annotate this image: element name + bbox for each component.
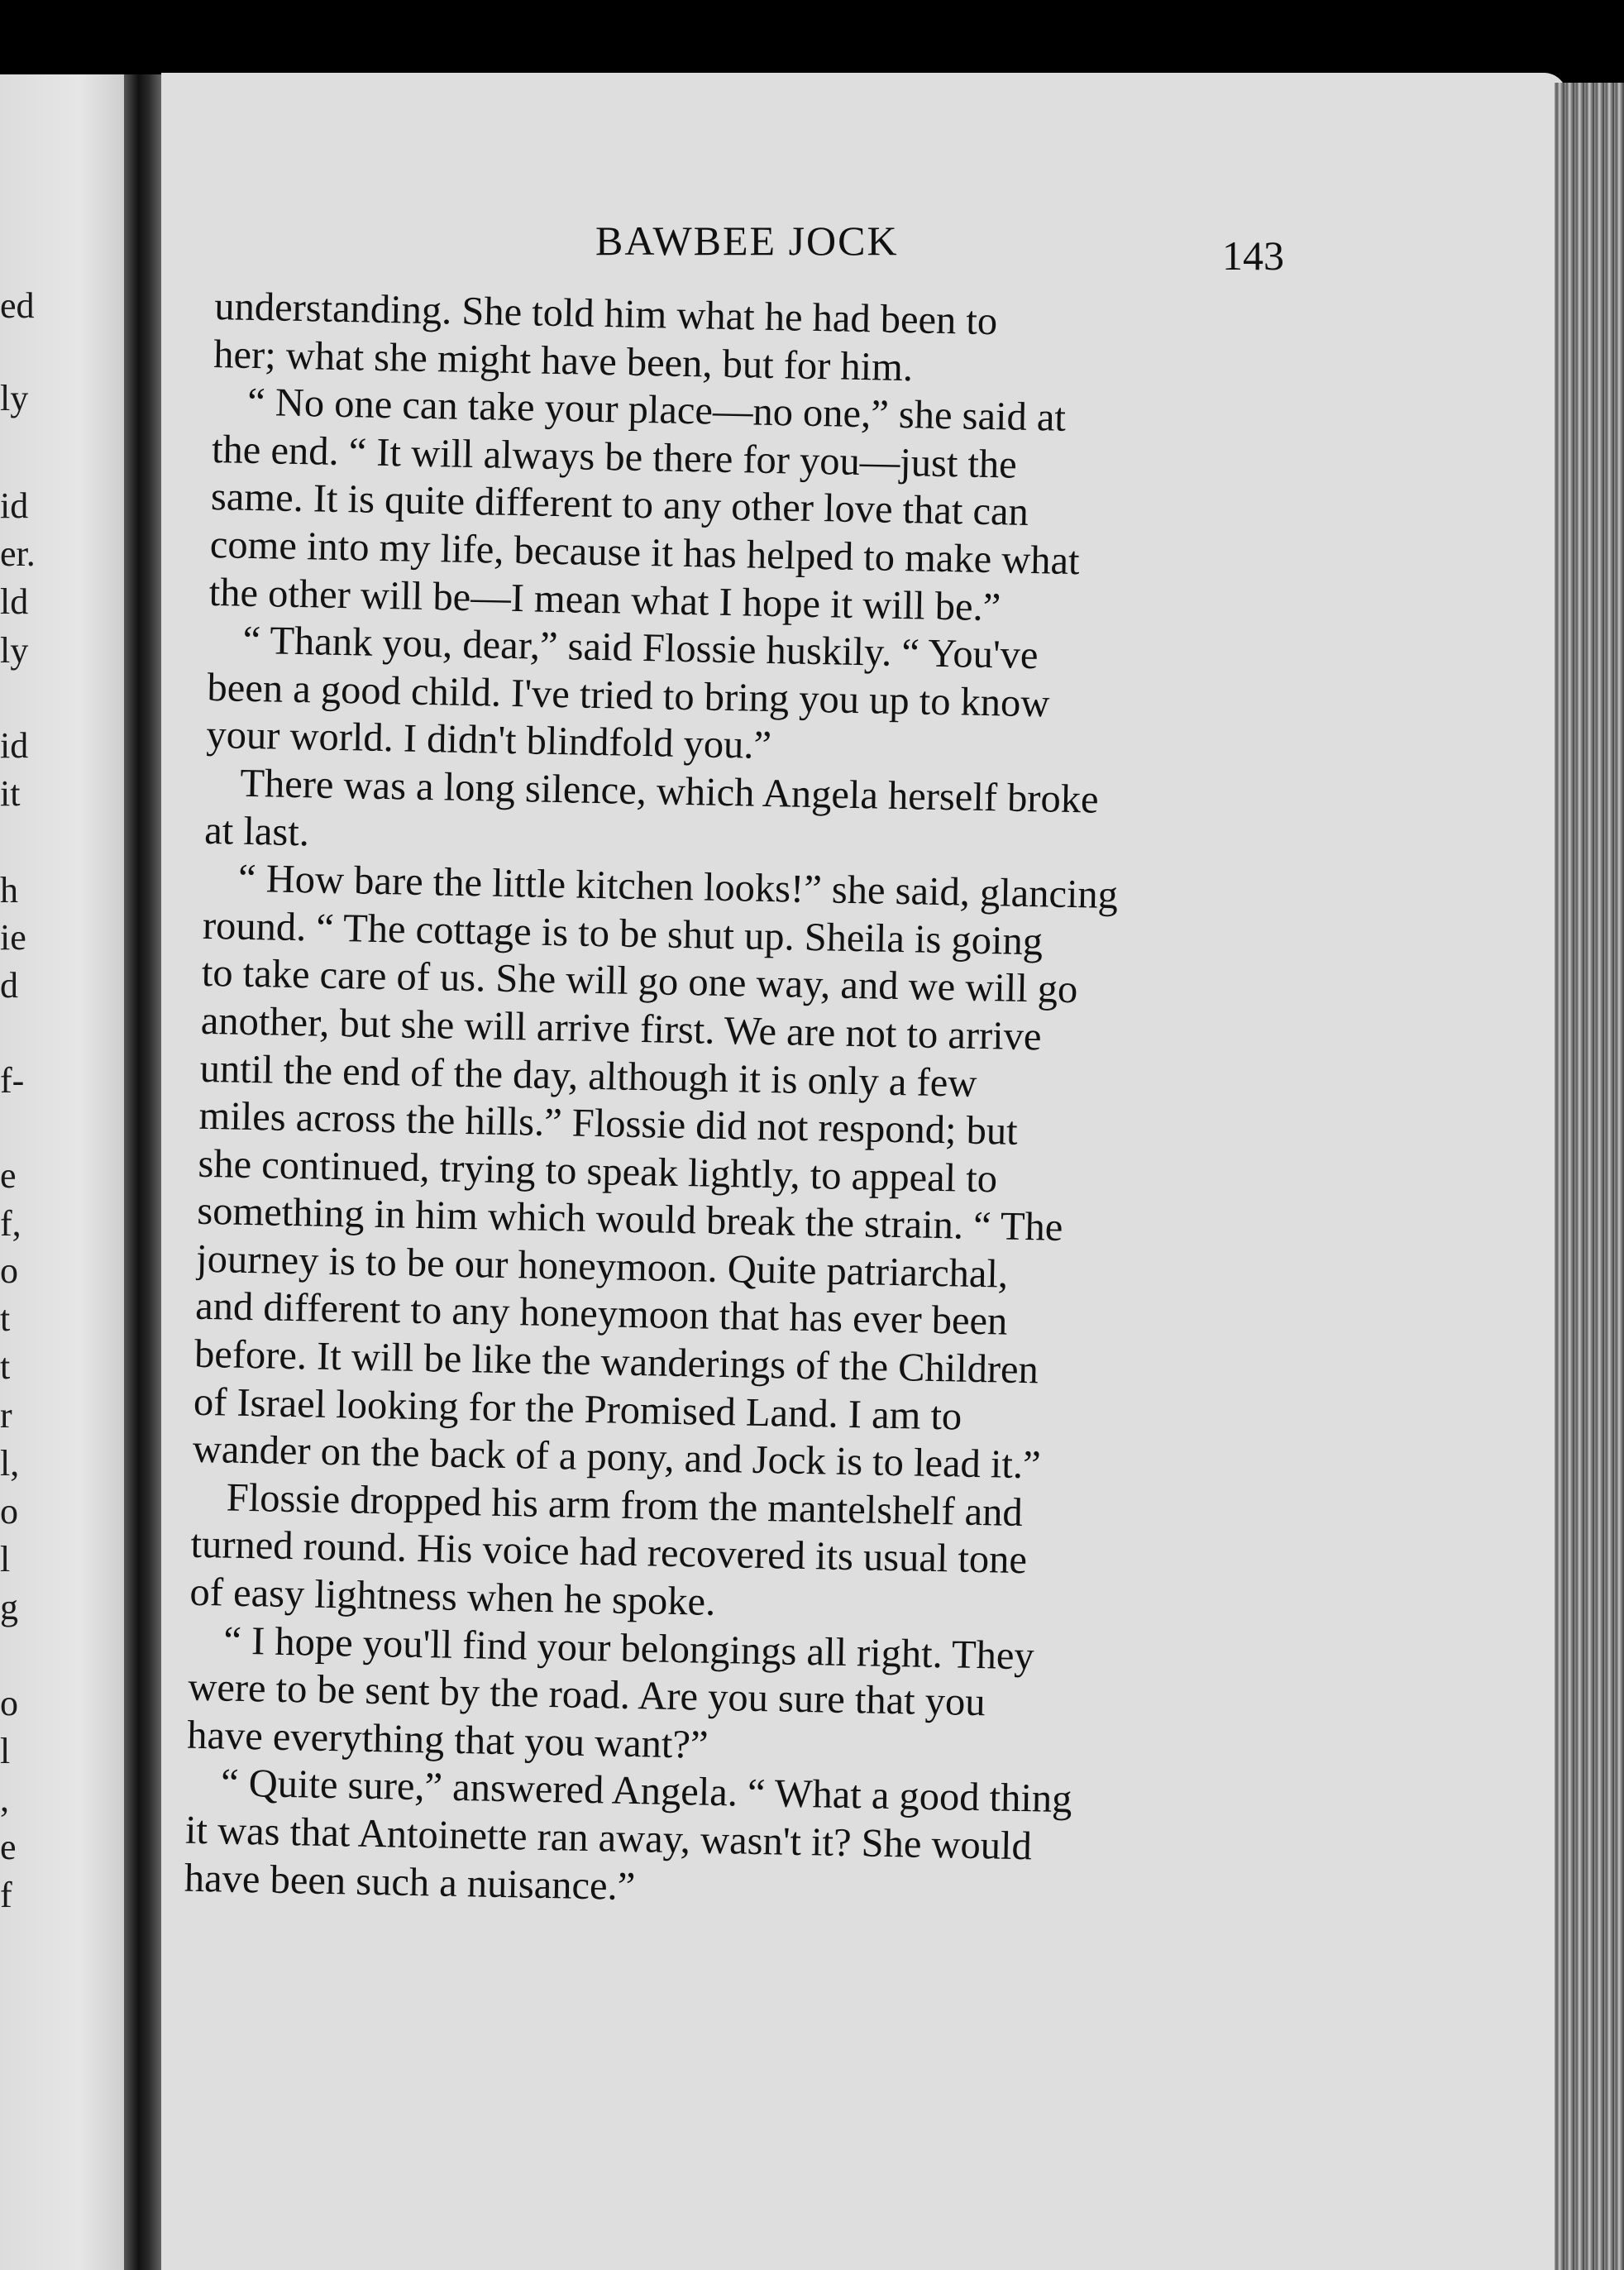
text-line: something in him which would break the strain. “ The	[196, 1189, 1063, 1250]
text-line: “ How bare the little kitchen looks!” she said, glancing	[237, 856, 1119, 918]
left-page-fragment: e	[0, 1155, 17, 1196]
text-line: “ I hope you'll find your belongings all right. They	[222, 1618, 1035, 1678]
left-page-fragment: ly	[0, 378, 29, 418]
text-line: same. It is quite different to any other love that can	[210, 475, 1029, 535]
left-page-fragment: d	[0, 965, 18, 1006]
left-page-fragment: ly	[0, 630, 29, 671]
page-edge-stack	[1555, 83, 1624, 2270]
text-line: wander on the back of a pony, and Jock is to lead it.”	[192, 1427, 1042, 1488]
left-page-fragment: id	[0, 485, 29, 526]
body-text	[184, 283, 1281, 1923]
text-line: of Israel looking for the Promised Land. I am to	[193, 1379, 962, 1439]
left-page-fragment: id	[0, 725, 29, 766]
left-page-fragment: ld	[0, 581, 29, 622]
left-page-edge	[0, 74, 145, 2270]
left-page-fragment: l,	[0, 1443, 20, 1484]
text-line: another, but she will arrive first. We are not to arrive	[200, 998, 1042, 1059]
text-line: have everything that you want?”	[186, 1713, 709, 1767]
text-line: your world. I didn't blindfold you.”	[205, 713, 772, 768]
text-line: her; what she might have been, but for him.	[213, 332, 914, 389]
text-line: Flossie dropped his arm from the mantelshelf and	[226, 1475, 1024, 1535]
text-line: before. It will be like the wanderings of the Children	[193, 1331, 1039, 1393]
text-line: “ No one can take your place—no one,” she said at	[246, 380, 1067, 440]
left-page-fragment: it	[0, 773, 21, 814]
left-page-fragment: ,	[0, 1779, 9, 1819]
left-page-fragment: ed	[0, 285, 35, 326]
left-page-fragment: f,	[0, 1203, 21, 1244]
text-line: she continued, trying to speak lightly, to appeal to	[198, 1141, 998, 1202]
left-page-fragment: er.	[0, 533, 36, 574]
text-line: at last.	[203, 808, 310, 854]
left-page-fragment: h	[0, 870, 18, 910]
text-line: were to be sent by the road. Are you sure that you	[187, 1665, 986, 1725]
left-page-fragment: t	[0, 1298, 11, 1339]
text-line: journey is to be our honeymoon. Quite patriarchal,	[195, 1236, 1009, 1297]
left-page-fragment: t	[0, 1346, 11, 1387]
text-line: been a good child. I've tried to bring you up to know	[207, 665, 1050, 726]
text-line: “ Quite sure,” answered Angela. “ What a good thing	[220, 1761, 1072, 1822]
text-line: it was that Antoinette ran away, wasn't it? She would	[184, 1808, 1033, 1869]
text-line: miles across the hills.” Flossie did not respond; but	[198, 1093, 1019, 1154]
text-line: until the end of the day, although it is only a few	[199, 1046, 977, 1106]
left-page-fragment: o	[0, 1683, 18, 1723]
text-line: round. “ The cottage is to be shut up. Sheila is going	[202, 903, 1044, 964]
running-head: BAWBEE JOCK	[595, 217, 899, 264]
text-line: “ Thank you, dear,” said Flossie huskily. “ You've	[242, 618, 1039, 678]
left-page-fragment: l	[0, 1731, 11, 1771]
text-line: of easy lightness when he spoke.	[189, 1570, 716, 1624]
text-line: and different to any honeymoon that has ever been	[194, 1284, 1008, 1345]
left-page-fragment: e	[0, 1827, 17, 1867]
text-line: understanding. She told him what he had been to	[213, 284, 998, 344]
left-page-fragment: f-	[0, 1060, 25, 1101]
left-page-fragment: o	[0, 1250, 18, 1291]
left-page-fragment: ie	[0, 917, 26, 958]
text-line: turned round. His voice had recovered its usual tone	[190, 1522, 1028, 1583]
left-page-fragment: r	[0, 1395, 12, 1436]
page-number: 143	[1222, 232, 1284, 279]
left-page-fragment: g	[0, 1587, 18, 1627]
left-page-fragment: o	[0, 1491, 18, 1532]
text-line: to take care of us. She will go one way, and we will go	[201, 951, 1078, 1012]
book-gutter	[124, 74, 165, 2270]
text-line: the end. “ It will always be there for you—just the	[211, 427, 1018, 487]
left-page-fragment: l	[0, 1539, 11, 1579]
text-line: come into my life, because it has helped to make what	[209, 522, 1081, 584]
left-page-fragment: f	[0, 1875, 12, 1915]
text-line: have been such a nuisance.”	[184, 1856, 636, 1909]
text-line: the other will be—I mean what I hope it will be.”	[208, 570, 1001, 629]
text-line: There was a long silence, which Angela herself broke	[239, 761, 1100, 822]
